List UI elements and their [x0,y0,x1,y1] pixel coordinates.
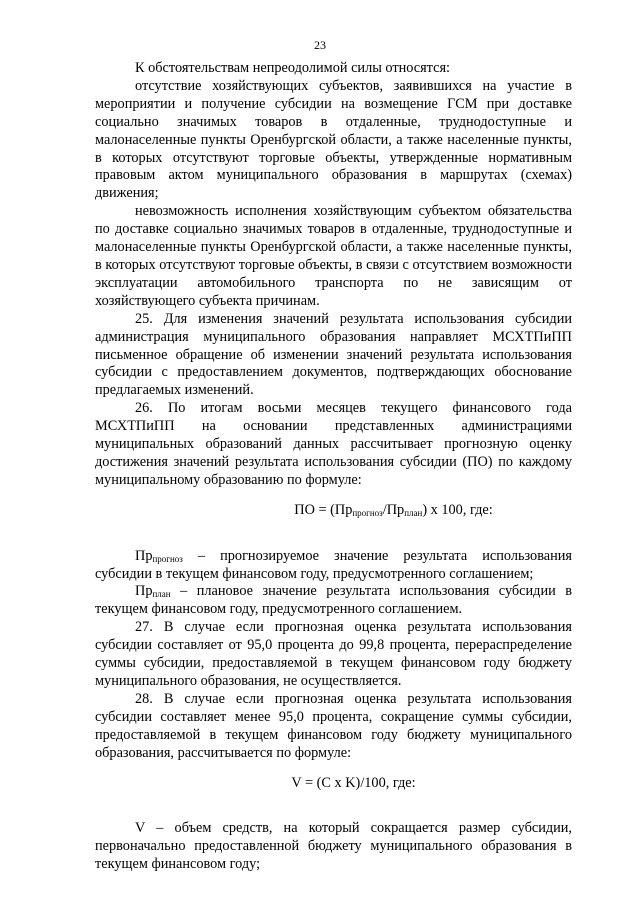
document-body [95,60,572,874]
paragraph-impossibility: невозможность исполнения хозяйствующим субъектом обязательства по доставке социально значимых товаров в отдаленные, труднодоступные и малонаселенные пункты Оренбургской области, а также населенные пункты, в которых отсутствуют торговые объекты, в связи с отсутствием возможности эксплуатации автомобильного транспорта по не зависящим от хозяйствующего субъекта причинам. [95,203,572,309]
paragraph-27: 27. В случае если прогнозная оценка результата использования субсидии составляет от 95,0 процента до 99,8 процента, перераспределение суммы субсидии, предоставляемой в текущем финансовом году бюджету муниципального образования, не осуществляется. [95,619,572,689]
formula-v: V = (C х K)/100, где: [291,774,416,791]
paragraph-28: 28. В случае если прогнозная оценка результата использования субсидии составляет менее 95,0 процента, сокращение суммы субсидии, предоставляемой в текущем финансовом году бюджету муниципального образования, рассчитывается по формуле: [95,690,572,761]
formula-po: ПО = $(Пр_{прогноз}/Пр_{план})$ х 100, где: [294,501,493,518]
paragraph-26: 26. По итогам восьми месяцев текущего финансового года МСХТПиПП на основании представленных администрациями муниципальных образований данных рассчитывает прогнозную оценку достижения значений результата использования субсидии (ПО) по каждому муниципальному образованию по формуле: [95,400,572,488]
paragraph-25: 25. Для изменения значений результата использования субсидии администрация муниципального образования направляет МСХТПиПП письменное обращение об изменении значений результата использования субсидии с предоставлением документов, подтверждающих обоснование предлагаемых изменений. [95,310,572,399]
page-number: 23 [314,38,326,52]
paragraph-force-majeure-intro: К обстоятельствам непреодолимой силы относятся: [135,60,450,76]
definition-pr-plan: $Пр_{план}$ – плановое значение результата использования субсидии в текущем финансовом году, предусмотренного соглашением. [95,583,572,618]
definition-v: V – объем средств, на который сокращается размер субсидии, первоначально предоставленной бюджету муниципального образования в текущем финансовом году; [95,820,572,873]
definition-pr-prognoz: $Пр_{прогноз}$ – прогнозируемое значение результата использования субсидии в текущем финансовом году, предусмотренного соглашением; [95,547,572,582]
paragraph-no-entities: отсутствие хозяйствующих субъектов, заявившихся на участие в мероприятии и получение субсидии на возмещение ГСМ при доставке социально значимых товаров в отдаленные, труднодоступные и малонаселенные пункты Оренбургской области, а также населенные пункты, в которых отсутствуют торговые объекты, утвержденные нормативным правовым актом муниципального образования в маршрутах (схемах) движения; [95,77,572,202]
